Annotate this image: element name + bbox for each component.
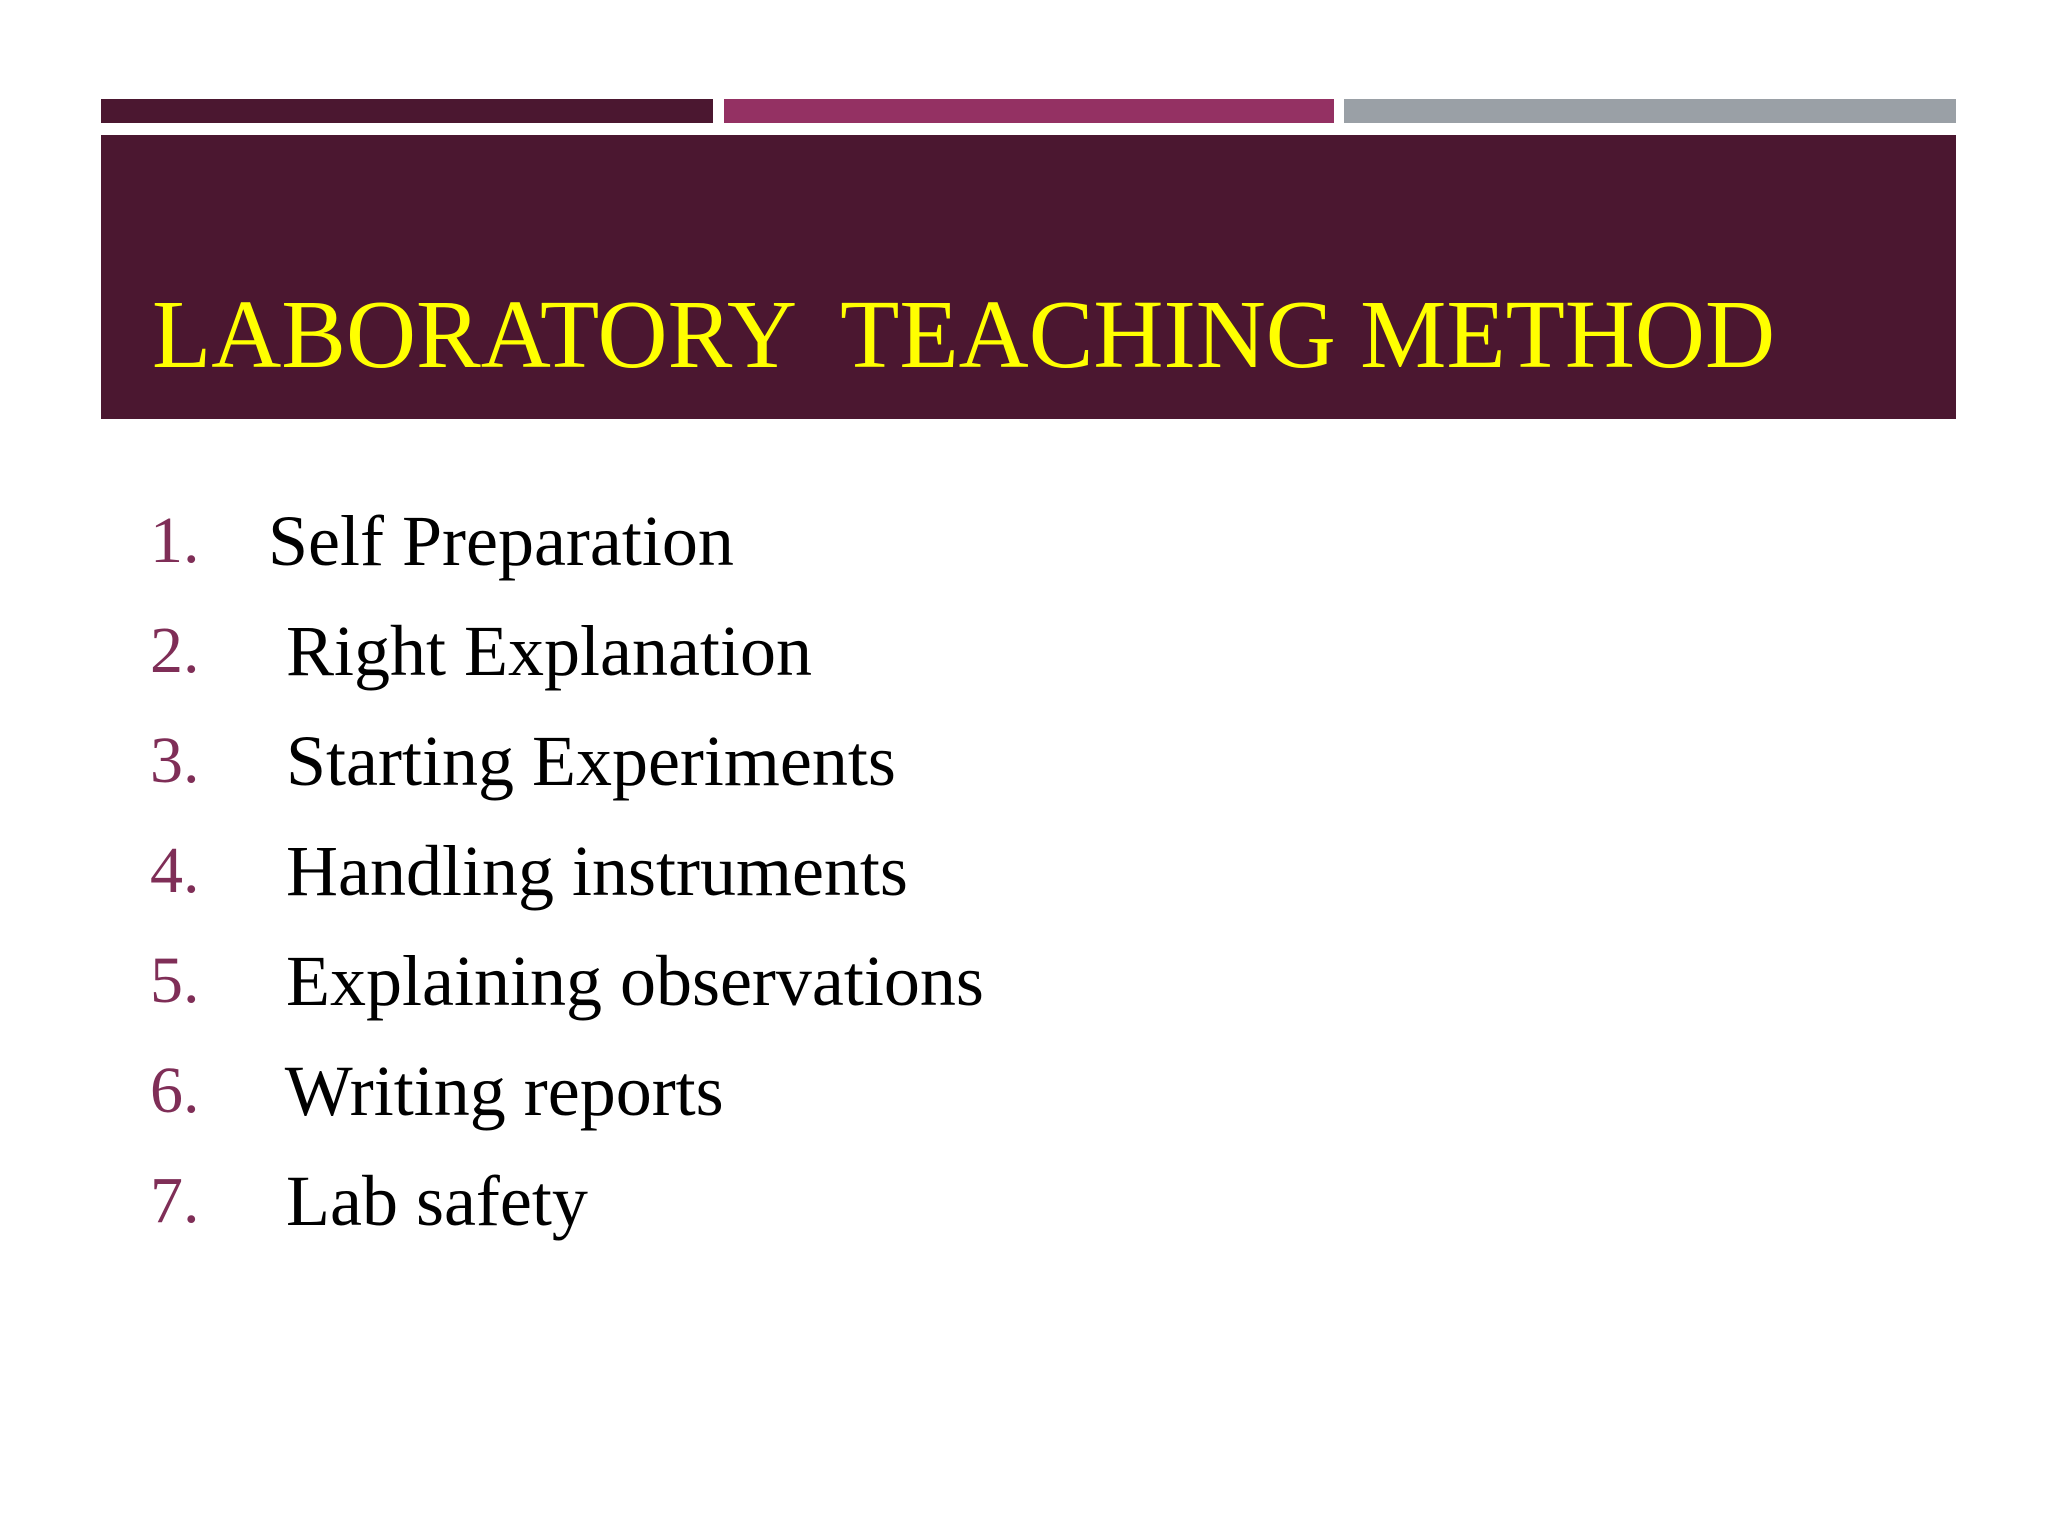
list-item [150,926,984,1036]
list-text: Starting Experiments [268,721,896,801]
list-item [150,486,984,596]
list-item [150,706,984,816]
list-text: Lab safety [268,1161,588,1241]
accent-bar-gray [1344,99,1956,123]
slide-title: LABORATORY TEACHING METHOD [152,281,1775,388]
list-number: 2. [150,614,200,687]
list-text: Handling instruments [268,831,908,911]
list-number: 4. [150,834,200,907]
list-item [150,1036,984,1146]
accent-bar-magenta [724,99,1334,123]
list-text: Explaining observations [268,941,984,1021]
list-text: Writing reports [268,1051,724,1131]
list-item [150,596,984,706]
list-item [150,1146,984,1256]
accent-bar-dark [101,99,713,123]
list-number: 3. [150,724,200,797]
list-item [150,816,984,926]
list-number: 1. [150,504,200,577]
list-number: 6. [150,1054,200,1127]
list-text: Right Explanation [268,611,812,691]
list-number: 7. [150,1164,200,1237]
list-text: Self Preparation [268,501,734,581]
title-banner [101,135,1956,419]
list-number: 5. [150,944,200,1017]
numbered-list [150,486,984,1256]
